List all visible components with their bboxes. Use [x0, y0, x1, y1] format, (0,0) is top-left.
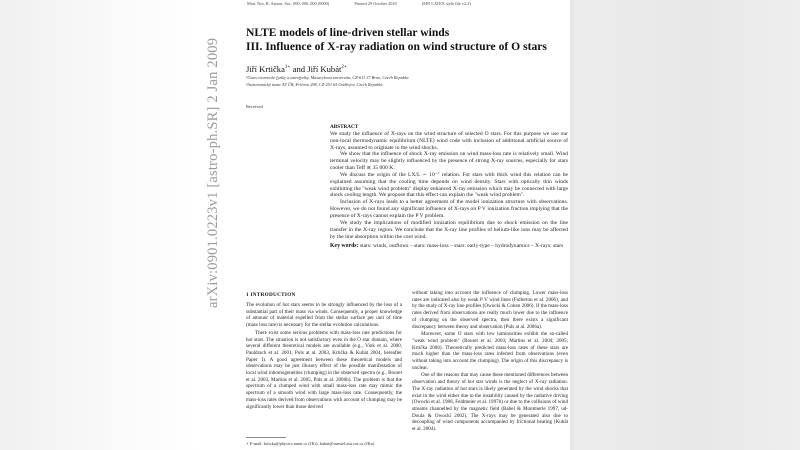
- author-1-mark: 1⋆: [284, 65, 291, 71]
- section-heading-introduction: 1 INTRODUCTION: [246, 292, 296, 298]
- body-paragraph: Moreover, some O stars with low luminosities exhibit the so-called "weak wind problem" (Bouret et al. 2003; Martins et al. 2004; 2005; Krtička 2006). Theoretically predicted mass-loss rates of these stars are much higher than the mass-loss rates inferred from observations (even without taking into account the clumping). The origin of this discrepancy is unclear.: [412, 331, 568, 371]
- style-file: (MN LATEX style file v2.2): [421, 1, 471, 6]
- left-column: [246, 302, 402, 410]
- abstract-paragraph: We show that the influence of shock X-ray emission on wind mass-loss rate is relatively small. Wind terminal velocity may be slightly influenced by the presence of strong X-ray sources, especially for stars cooler than Teff ≲ 35 000 K.: [330, 151, 568, 172]
- paper-title: [246, 26, 547, 54]
- affiliation-2: ²Astronomický ústav AV ČR, Fričova 298, CZ-251 65 Ondřejov, Czech Republic: [246, 82, 384, 87]
- running-header: [247, 1, 495, 6]
- journal-citation: Mon. Not. R. Astron. Soc. 000, 000–000 (0000): [247, 1, 330, 6]
- keywords-label: Key words:: [330, 243, 359, 250]
- body-paragraph: One of the reasons that may cause these mentioned differences between observation and theory of hot star winds is the neglect of X-ray radiation. The X-ray radiation of hot stars is likely generated by the wind shocks that exist in the wind either due to the instability caused by the radiative driving (Owocki et al. 1988, Feldmeier et al. 1997b) or due to the collisions of wind streams channelled by the magnetic field (Babel & Montmerle 1997, ud-Doula & Owocki 2002). The X-rays may be generated also due to decoupling of wind components accompanied by frictional heating (Kubát et al. 2004).: [412, 372, 568, 433]
- title-line-2: III. Influence of X-ray radiation on wind structure of O stars: [246, 40, 547, 53]
- page-shadow: [570, 0, 576, 450]
- abstract-block: [330, 124, 568, 250]
- arxiv-identifier-stamp: arXiv:0901.0223v1 [astro-ph.SR] 2 Jan 2009: [205, 37, 221, 308]
- author-1: Jiří Krtička: [246, 64, 285, 74]
- footnote-rule: [246, 437, 286, 438]
- body-paragraph: without taking into account the influence of clumping. Lower mass-loss rates are indicated also by weak P V wind lines (Fullerton et al. 2006), and by the study of X-ray line profiles (Owocki & Cohen 2006). If the mass-loss rates derived from observations are really much lower due to the influence of clumping on the observed spectra, then there exists a significant discrepancy between theory and observation (Puls at al. 2006a).: [412, 290, 568, 330]
- body-paragraph: The evolution of hot stars seems to be strongly influenced by the loss of a substantial part of their mass via winds. Consequently, a proper knowledge of amount of material expelled from the stellar surface per unit of time (mass loss rate) is necessary for the stellar evolution calculations.: [246, 302, 402, 329]
- keywords-list: stars: winds, outflows – stars: mass-loss – stars: early-type – hydrodynamics – X-rays: stars: [358, 243, 564, 250]
- received-label: Received: [246, 104, 263, 109]
- affiliation-1: ¹Ústav teoretické fyziky a astrofyziky, Masarykova univerzita, CZ-611 37 Brno, Czech Republic: [246, 75, 410, 80]
- abstract-paragraph: We study the implications of modified ionization equilibrium due to shock emission on the line transfer in the X-ray region. We conclude that the X-ray line profiles of helium-like ions may be affected by the line absorption within the cool wind.: [330, 219, 568, 240]
- author-2-mark: 2⋆: [341, 65, 348, 71]
- abstract-heading: ABSTRACT: [330, 124, 359, 130]
- abstract-paragraph: We discuss the origin of the LX/L ∼ 10⁻⁷ relation. For stars with thick wind this relation can be explained assuming that the cooling time depends on wind density. Stars with optically thin winds exhibiting the "weak wind problem" display enhanced X-ray emission which may be connected with large shock cooling length. We propose that this effect can explain the "weak wind problem".: [330, 171, 568, 199]
- printed-date: Printed 29 October 2018: [354, 1, 397, 6]
- title-line-1: NLTE models of line-driven stellar winds: [246, 26, 450, 39]
- abstract-paragraph: Inclusion of X-rays leads to a better agreement of the model ionization structure with observations. However, we do not found any significant influence of X-rays on P V ionization fraction implying that the presence of X-rays cannot explain the P V problem.: [330, 199, 568, 219]
- author-2: Jiří Kubát: [307, 64, 342, 74]
- author-list: [246, 64, 347, 74]
- keywords: [330, 243, 568, 250]
- footnote-email: ⋆ E-mail: krticka@physics.muni.cz (JKr); kubat@sunstel.asu.cas.cz (JKu): [246, 441, 375, 446]
- right-column: [412, 290, 568, 433]
- abstract-paragraph: We study the influence of X-rays on the wind structure of selected O stars. For this purpose we use our non-local thermodynamic equilibrium (NLTE) wind code with inclusion of additional artificial source of X-rays, assumed to originate in the wind shocks.: [330, 130, 568, 151]
- body-paragraph: There exist some serious problems with mass-loss rate predictions for hot stars. The situation is not satisfactory even in the O star domain, where several different theoretical models are available (e.g., Vink et al. 2000, Pauldrach et al. 2001, Puls at al. 2003, Krtička & Kubát 2004, hereafter Paper I). A good agreement between these theoretical models and observations may be just illusory effect of the possible manifestation of local wind inhomogeneities (clumping) in the observed spectra (e.g., Bouret et al. 2003, Martins et al. 2005, Puls at al. 2006b). The problem is that the spectrum of a clumped wind with small mass-loss rate may mimic the spectrum of a smooth wind with large mass-loss rate. Consequently, the mass-loss rates derived from observations with account of clumping may be significantly lower than those derived: [246, 329, 402, 410]
- author-connector: and: [290, 64, 308, 74]
